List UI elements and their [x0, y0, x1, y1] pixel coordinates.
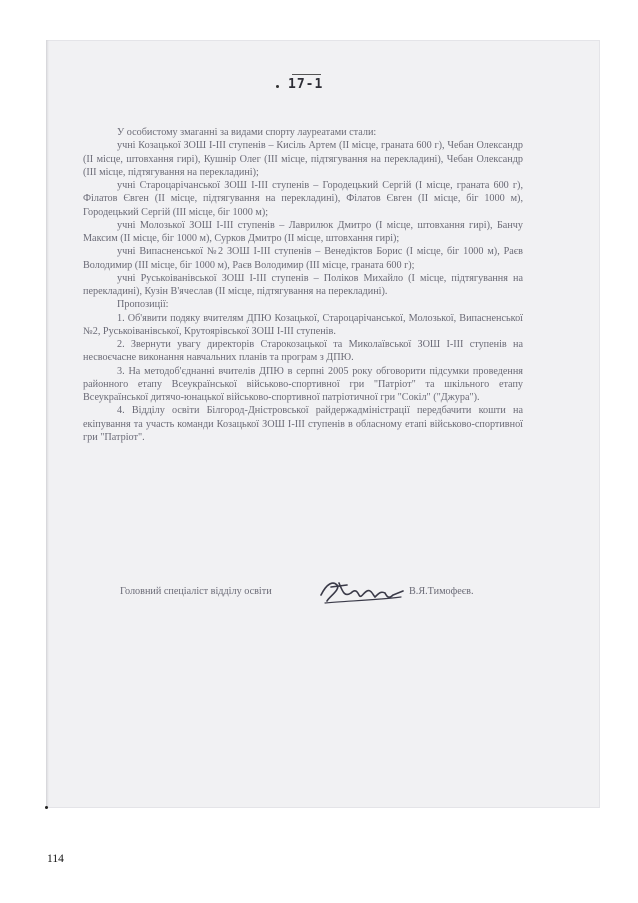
proposal-2: 2. Звернути увагу директорів Старокозацької та Миколаївської ЗОШ I-III ступенів на несвоєчасне виконання навчальних планів та програм з ДПЮ. [83, 339, 523, 364]
document-body [83, 126, 523, 444]
proposals-heading: Пропозиції: [117, 299, 169, 311]
signatory-position: Головний спеціаліст відділу освіти [120, 586, 272, 597]
signatory-name: В.Я.Тимофеєв. [409, 586, 474, 597]
scan-artifact-dot [45, 806, 48, 809]
handwritten-signature [317, 575, 409, 609]
proposal-4: 4. Відділу освіти Білгород-Дністровської райдержадміністрації передбачити кошти на екіпування та участь команди Козацької ЗОШ I-III ступенів в обласному етапі військово-спортивної гри "Патріот". [83, 405, 523, 443]
laureates-vypasnenska: учні Випасненської №2 ЗОШ I-III ступенів – Венедіктов Борис (I місце, біг 1000 м), Раєв Володимир (III місце, біг 1000 м), Раєв Володимир (III місце, граната 600 г); [83, 246, 523, 271]
laureates-starotsarichanska: учні Староцарічанської ЗОШ I-III ступенів – Городецький Сергій (I місце, граната 600 г), Філатов Євген (II місце, підтягування на перекладині), Філатов Євген (II місце, біг 1000 м), Городецький Сергій (III місце, біг 1000 м); [83, 180, 523, 218]
intro-paragraph: У особистому змаганні за видами спорту лауреатами стали: [117, 127, 377, 138]
laureates-kozatska: учні Козацької ЗОШ I-III ступенів – Кисіль Артем (II місце, граната 600 г), Чебан Олександр (II місце, штовхання гирі), Кушнір Олег (III місце, підтягування на перекладині), Чебан Олександр (III місце, підтягування на перекладині); [83, 140, 523, 178]
proposal-3: 3. На методоб'єднанні вчителів ДПЮ в серпні 2005 року обговорити підсумки проведення районного етапу Всеукраїнської військово-спортивної гри "Патріот" та шкільного етапу Всеукраїнської дитячо-юнацької військово-спортивної патріотичної гри "Сокіл" ("Джура"). [83, 365, 523, 403]
page-number: 114 [47, 853, 64, 865]
signature-block [120, 581, 540, 609]
laureates-molozka: учні Молозької ЗОШ I-III ступенів – Лаврилюк Дмитро (I місце, штовхання гирі), Банчу Максим (II місце, біг 1000 м), Сурков Дмитро (II місце, штовхання гирі); [83, 219, 523, 244]
document-number-stamp: 17-1 [288, 77, 324, 92]
proposal-1: 1. Об'явити подяку вчителям ДПЮ Козацької, Староцарічанської, Молозької, Випасненської №2, Руськоіванівської, Крутоярівської ЗОШ I-III ступенів. [83, 312, 523, 337]
laureates-ruskoivanivska: учні Руськоіванівської ЗОШ I-III ступенів – Поліков Михайло (I місце, підтягування на перекладині), Кузін В'ячеслав (II місце, підтягування на перекладині). [83, 272, 523, 297]
